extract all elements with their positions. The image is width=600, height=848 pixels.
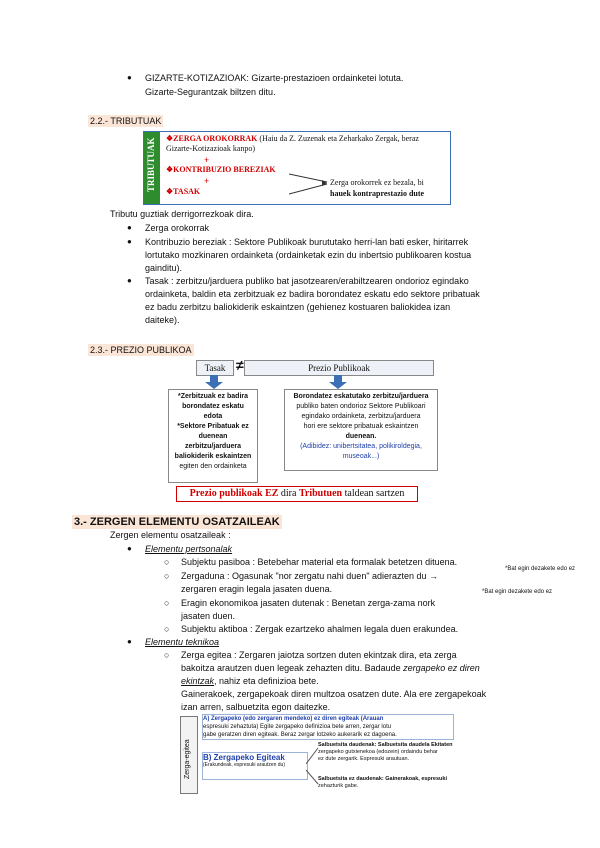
tributu-item-zerga: Zerga orokorrak <box>145 223 210 233</box>
zerga-orokorrak-label: ZERGA OROKORRAK <box>173 134 258 143</box>
tasak-box: Tasak <box>196 360 234 376</box>
tasak-label: TASAK <box>173 187 201 196</box>
plus-sign: + <box>204 155 210 165</box>
zerga-egitea-sidebar: Zerga-egitea <box>180 716 198 794</box>
tributu-item-kontribuzio: Kontribuzio bereziak : Sektore Publikoak burututako herri-lan bati esker, hiritarrek <box>145 237 469 247</box>
zerga-desc: (Haiu da Z. Zuzenak eta Zeharkako Zergak, beraz <box>259 134 419 143</box>
plus-sign-2: + <box>204 176 210 186</box>
arrow-icons <box>289 172 329 196</box>
pers-eragin-2: jasaten duen. <box>181 611 236 621</box>
elementu-intro: Zergen elementu osatzaileak : <box>110 530 231 540</box>
section-heading-tributuak: 2.2.- TRIBUTUAK <box>90 116 162 126</box>
elementu-teknikoa: Elementu teknikoa <box>145 637 220 647</box>
pers-eragin: Eragin ekonomikoa jasaten dutenak : Benetan zerga-zama nork <box>181 598 436 608</box>
tek-line1: Zerga egitea : Zergaren jaiotza sortzen duten ekintzak dira, eta zerga <box>181 650 457 660</box>
diagram-note1: Zerga orokorrek ez bezala, bi <box>330 178 424 187</box>
prezio-desc-box: Borondatez eskatutako zerbitzu/jarduera publiko baten ondorioz Sektore Publikoari egindako ordainketa, zerbitzu/jarduera hori ere sektore pribatuak eskaintzen duenean. (Adibidez: unibertsitatea, polikiroldegia, museoak...) <box>284 389 438 471</box>
section-heading-elementu: 3.- ZERGEN ELEMENTU OSATZAILEAK <box>74 516 280 528</box>
tributu-intro: Tributu guztiak derrigorrezkoak dira. <box>110 209 254 219</box>
kontribuzio-label: KONTRIBUZIO BEREZIAK <box>173 165 276 174</box>
zergapeko-egiteak-box: B) Zergapeko Egiteak (Erakundeak, espresuki arautzen du) <box>202 752 308 780</box>
section-heading-prezio: 2.3.- PREZIO PUBLIKOA <box>90 345 192 355</box>
tributu-item-tasak-4: daiteke). <box>145 315 180 325</box>
arrow-down-icon <box>328 375 348 389</box>
tek-line4: Gainerakoek, zergapekoak diren multzoa osatzen dute. Ala ere zergapekoak <box>181 689 487 699</box>
tasak-desc-box: *Zerbitzuak ez badira borondatez eskatu edota *Sektore Pribatuak ez duenean zerbitzu/jarduera baliokiderik eskaintzen egiten den ordainketa <box>168 389 258 483</box>
pers-zergaduna: Zergaduna : Ogasunak "nor zergatu nahi duen" adierazten du → <box>181 571 439 581</box>
tributu-item-kontribuzio-3: gainditu). <box>145 263 183 273</box>
not-equal-sign: ≠ <box>236 357 244 373</box>
diagram-note2: hauek kontraprestazio dute <box>330 189 425 198</box>
tributu-item-tasak: Tasak : zerbitzu/jarduera publiko bat jasotzearen/erabiltzearen ondorioz egindako <box>145 276 469 286</box>
arrow-down-icon <box>204 375 224 389</box>
diagram-sidebar: TRIBUTUAK <box>144 132 160 204</box>
elementu-pertsonalak: Elementu pertsonalak <box>145 544 233 554</box>
pers-subjektu-pasiboa: Subjektu pasiboa : Betebehar material eta formalak betetzen dituena. <box>181 557 458 567</box>
salbuetsita-box: Salbuetsita daudenak: Salbuetsita daudela Ekitaten zergapeko gutxienekoa (edozein) ordaindu behar ez dute zergarik. Espresuki arautuan. <box>318 742 453 762</box>
tributu-item-tasak-3: ez badu zerbitzu baliokiderik eskaintzen (gehienez kostuaren baliokidea izan <box>145 302 451 312</box>
tributu-item-kontribuzio-2: lortutako mozkinaren ordainketa (ordainketak ezin du inbertsio publikoaren kostua <box>145 250 472 260</box>
tek-line3: ekintzak, nahiz eta definizioa bete. <box>181 676 319 686</box>
prezio-bottom-banner: Prezio publikoak EZ dira Tributuen taldean sartzen <box>176 486 418 502</box>
zerga-desc2: Gizarte-Kotizazioak kanpo) <box>166 144 256 153</box>
tek-line5: izan arren, salbuetzita egon daitezke. <box>181 702 331 712</box>
zerga-egitea-diagram <box>180 714 454 796</box>
salbuetsita-ez-box: Salbuetsita ez daudenak: Gainerakoak, espresuki zehazturik gabe. <box>318 776 447 789</box>
pers-subjektu-aktiboa: Subjektu aktiboa : Zergak ezartzeko ahalmen legala duen erakundea. <box>181 624 459 634</box>
pers-zergaduna-2: zergaren eragin legala jasaten duena. <box>181 584 333 594</box>
tributu-item-tasak-2: ordainketa, baldin eta zerbitzuak ez badira borondatez eskatu edo sektore pribatuak <box>145 289 480 299</box>
tributuak-diagram: TRIBUTUAK ❖ZERGA OROKORRAK (Haiu da Z. Zuzenak eta Zeharkako Zergak, beraz Gizarte-Kotizazioak kanpo) + ❖KONTRIBUZIO BEREZIAK + ❖TASAK Zerga orokorrek ez bezala, bi hauek kontraprestazio dute <box>143 131 451 205</box>
side-note-1: *Bat egin dezakete edo ez <box>505 566 576 572</box>
tek-line2: bakoitza arautzen duen legeak zehazten ditu. Badaude zergapeko ez diren <box>181 663 480 673</box>
gizarte-line1: GIZARTE-KOTIZAZIOAK: Gizarte-prestazioen ordainketei lotuta. <box>145 73 404 83</box>
gizarte-line2: Gizarte-Segurantzak biltzen ditu. <box>145 87 276 97</box>
side-note-2: *Bat egin dezakete edo ez <box>482 589 553 595</box>
zergapeko-ez-box: A) Zergapeko (edo zergaren mendeko) ez diren egiteak (Arauan espresuki zehaztuta) Egite zergapeko definizioa bete arren, zergar lotu gabe geratzen diren egiteak. Beraz zergar lotzeko aukerarik ez dagoena. <box>202 714 454 740</box>
prezio-box: Prezio Publikoak <box>244 360 434 376</box>
bullet: ● <box>127 73 132 82</box>
